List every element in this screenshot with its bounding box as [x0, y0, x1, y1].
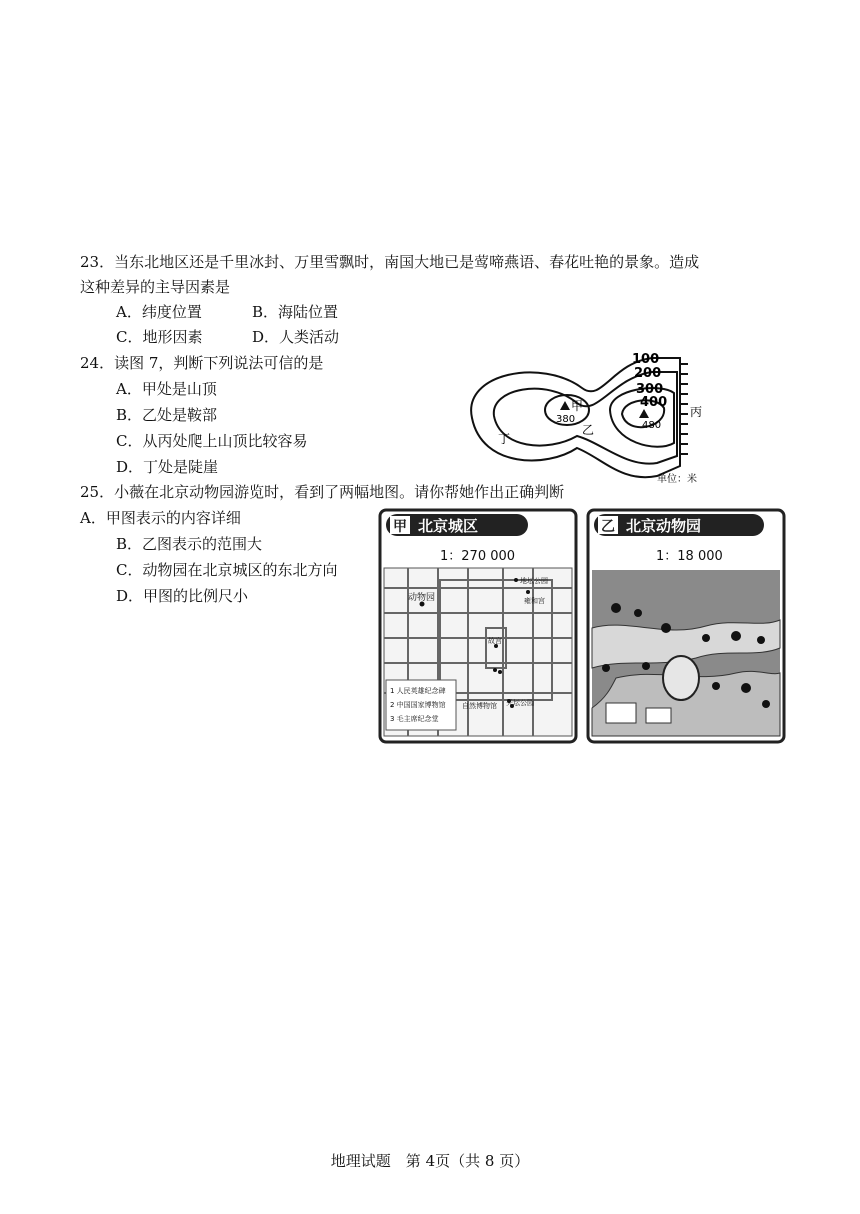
q24-option-c: C．从丙处爬上山顶比较容易	[116, 432, 308, 450]
map-jia-legend-1: 1 人民英雄纪念碑	[390, 687, 446, 695]
contour-label-400: 400	[640, 395, 668, 410]
map-jia-zoo: 动物园	[408, 593, 436, 603]
map-yi-title: 北京动物园	[626, 517, 702, 535]
q23-option-a: A．纬度位置	[116, 303, 202, 321]
map-yi-scale: 1：18 000	[656, 549, 723, 564]
peak-right-elevation: 480	[642, 420, 662, 431]
contour-map-figure	[452, 348, 720, 488]
q23-option-c: C．地形因素	[116, 328, 203, 346]
q25-stem: 25．小薇在北京动物园游览时，看到了两幅地图。请你帮她作出正确判断	[80, 483, 565, 501]
peak-jia-elevation: 380	[556, 414, 576, 425]
contour-label-100: 100	[632, 352, 660, 367]
map-jia-tiantan: 天坛公园	[506, 699, 534, 707]
q24-option-d: D．丁处是陡崖	[116, 458, 219, 476]
map-jia-yonghegong: 雍和宫	[524, 597, 545, 605]
q23-option-b: B．海陆位置	[252, 303, 339, 321]
map-jia-gugong: 故宫	[488, 637, 502, 645]
contour-label-200: 200	[634, 366, 662, 381]
beijing-zoo-map	[586, 508, 786, 744]
page-footer: 地理试题 第 4页（共 8 页）	[330, 1152, 530, 1170]
peak-jia-label: 甲	[571, 399, 584, 413]
map-jia-legend-2: 2 中国国家博物馆	[390, 701, 446, 709]
q25-option-c: C．动物园在北京城区的东北方向	[116, 561, 338, 579]
q24-option-a: A．甲处是山顶	[116, 380, 217, 398]
map-jia-title: 北京城区	[418, 517, 479, 535]
q23-stem-line2: 这种差异的主导因素是	[80, 278, 231, 296]
label-ding: 丁	[498, 432, 511, 446]
map-jia-scale: 1：270 000	[440, 549, 516, 564]
unit-label: 单位：米	[657, 474, 697, 485]
map-yi-badge: 乙	[601, 519, 615, 535]
q25-option-b: B．乙图表示的范围大	[116, 535, 263, 553]
q23-stem-line1: 23．当东北地区还是千里冰封、万里雪飘时，南国大地已是莺啼燕语、春花吐艳的景象。造成	[80, 253, 700, 271]
map-jia-legend-3: 3 毛主席纪念堂	[390, 715, 439, 723]
map-jia-ditan: 地坛公园	[520, 577, 548, 585]
q25-option-d: D．甲图的比例尺小	[116, 587, 249, 605]
q24-option-b: B．乙处是鞍部	[116, 406, 218, 424]
label-bing: 丙	[690, 405, 703, 419]
beijing-city-map	[378, 508, 578, 744]
contour-label-300: 300	[636, 382, 664, 397]
q24-stem: 24．读图 7，判断下列说法可信的是	[80, 354, 324, 372]
q23-option-d: D．人类活动	[252, 328, 340, 346]
q25-option-a: A．甲图表示的内容详细	[80, 509, 241, 527]
map-jia-badge: 甲	[393, 519, 407, 535]
label-yi: 乙	[582, 423, 595, 437]
map-jia-ziran: 自然博物馆	[462, 702, 497, 710]
